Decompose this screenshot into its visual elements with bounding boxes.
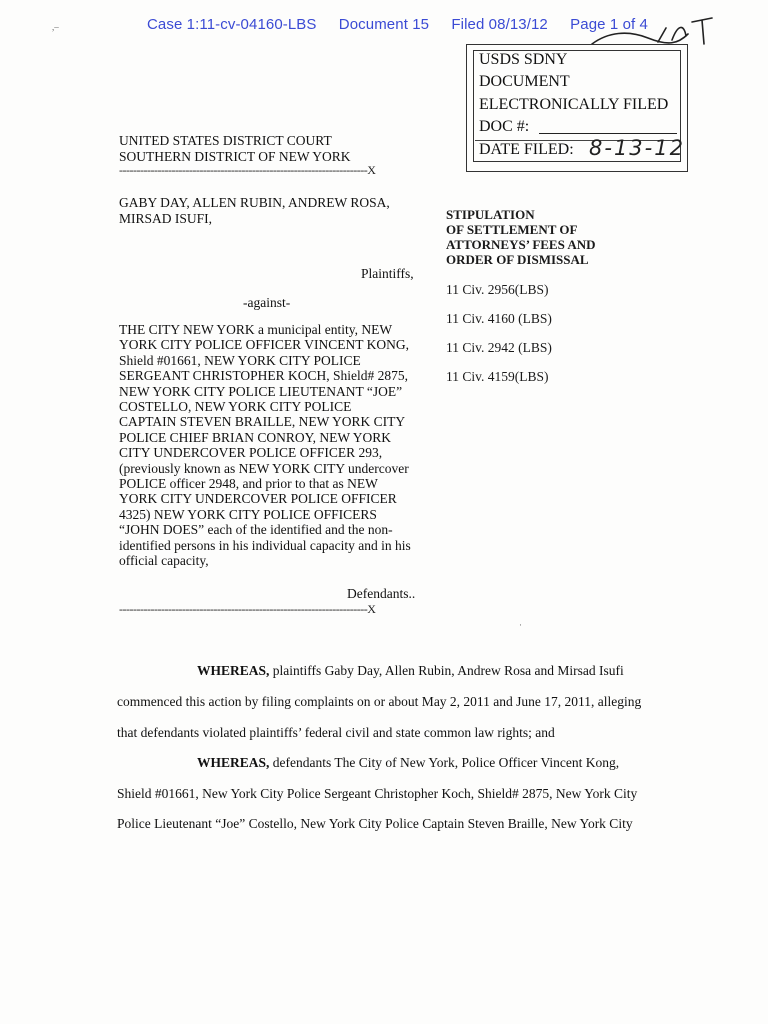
title-line2: OF SETTLEMENT OF: [446, 222, 578, 237]
defendants-caption-line: YORK CITY POLICE OFFICER VINCENT KONG,: [119, 337, 410, 353]
stamp-date-filed-value: 8-13-12: [589, 136, 685, 160]
defendants-caption-line: (previously known as NEW YORK CITY undercover: [119, 460, 409, 476]
defendants-caption-line: POLICE officer 2948, and prior to that as NEW: [119, 476, 378, 491]
title-line3: ATTORNEYS’ FEES AND: [446, 237, 596, 252]
plaintiffs-role: Plaintiffs,: [361, 266, 414, 281]
page-count: Page 1 of 4: [570, 16, 648, 33]
stamp-date-filed-label: DATE FILED:: [479, 141, 574, 158]
stamp-doc-number-blank: [539, 133, 677, 134]
plaintiffs-names-line1: GABY DAY, ALLEN RUBIN, ANDREW ROSA,: [119, 195, 390, 210]
paragraph-2-line-2: Shield #01661, New York City Police Sergeant Christopher Koch, Shield# 2875, New York City: [117, 786, 638, 801]
stray-mark: ,–: [52, 22, 59, 32]
defendants-caption-line: CAPTAIN STEVEN BRAILLE, NEW YORK CITY: [119, 414, 406, 430]
stray-mark: ·: [519, 620, 522, 630]
defendants-caption-line: POLICE CHIEF BRIAN CONROY, NEW YORK: [119, 429, 392, 445]
paragraph-2-line-3: Police Lieutenant “Joe” Costello, New York City Police Captain Steven Braille, New York City: [117, 816, 633, 831]
caption-divider-top: -----------------------------------------------------------------------X: [119, 163, 376, 177]
defendants-caption-line: COSTELLO, NEW YORK CITY POLICE: [119, 399, 352, 414]
stamp-usds-sdny: USDS SDNY: [479, 51, 568, 68]
defendants-caption-line: Shield #01661, NEW YORK CITY POLICE: [119, 352, 361, 368]
caption-divider-bottom: -----------------------------------------------------------------------X: [119, 602, 376, 616]
defendants-role: Defendants..: [347, 586, 416, 601]
title-line1: STIPULATION: [446, 207, 535, 222]
paragraph-1-line-2: commenced this action by filing complaints on or about May 2, 2011 and June 17, 2011, alleging: [117, 694, 642, 709]
filed-date: Filed 08/13/12: [451, 16, 548, 33]
defendants-caption-line: THE CITY NEW YORK a municipal entity, NEW: [119, 322, 393, 337]
paragraph-1-line-3: that defendants violated plaintiffs’ federal civil and state common law rights; and: [117, 725, 555, 740]
stamp-document: DOCUMENT: [479, 73, 570, 90]
paragraph-1-line-1: WHEREAS, plaintiffs Gaby Day, Allen Rubin, Andrew Rosa and Mirsad Isufi: [197, 663, 624, 678]
whereas-lead: WHEREAS,: [197, 663, 270, 678]
title-line4: ORDER OF DISMISSAL: [446, 252, 589, 267]
paragraph-2-line-1: WHEREAS, defendants The City of New York, Police Officer Vincent Kong,: [197, 755, 620, 770]
docket-number: 11 Civ. 4160 (LBS): [446, 311, 552, 326]
defendants-caption-line: “JOHN DOES” each of the identified and the non-: [119, 522, 393, 538]
whereas-lead: WHEREAS,: [197, 755, 270, 770]
defendants-caption-line: official capacity,: [119, 553, 209, 568]
ecf-header: [147, 16, 648, 33]
defendants-caption-line: 4325) NEW YORK CITY POLICE OFFICERS: [119, 506, 377, 522]
docket-number: 11 Civ. 4159(LBS): [446, 369, 549, 384]
docket-number: 11 Civ. 2956(LBS): [446, 282, 549, 297]
defendants-caption-line: CITY UNDERCOVER POLICE OFFICER 293,: [119, 445, 383, 461]
court-district: SOUTHERN DISTRICT OF NEW YORK: [119, 149, 351, 164]
against-label: -against-: [243, 295, 291, 310]
stamp-electronically-filed: ELECTRONICALLY FILED: [479, 96, 669, 113]
docket-number: 11 Civ. 2942 (LBS): [446, 340, 552, 355]
defendants-caption-line: NEW YORK CITY POLICE LIEUTENANT “JOE”: [119, 383, 403, 399]
defendants-caption-line: YORK CITY UNDERCOVER POLICE OFFICER: [119, 491, 397, 507]
stamp-doc-number-label: DOC #:: [479, 118, 530, 135]
case-number: Case 1:11-cv-04160-LBS: [147, 16, 317, 33]
defendants-caption-line: identified persons in his individual capacity and in his: [119, 537, 411, 553]
defendants-caption-line: SERGEANT CHRISTOPHER KOCH, Shield# 2875,: [119, 368, 409, 384]
court-name: UNITED STATES DISTRICT COURT: [119, 133, 332, 148]
document-number: Document 15: [338, 16, 430, 33]
plaintiffs-names-line2: MIRSAD ISUFI,: [119, 211, 213, 226]
